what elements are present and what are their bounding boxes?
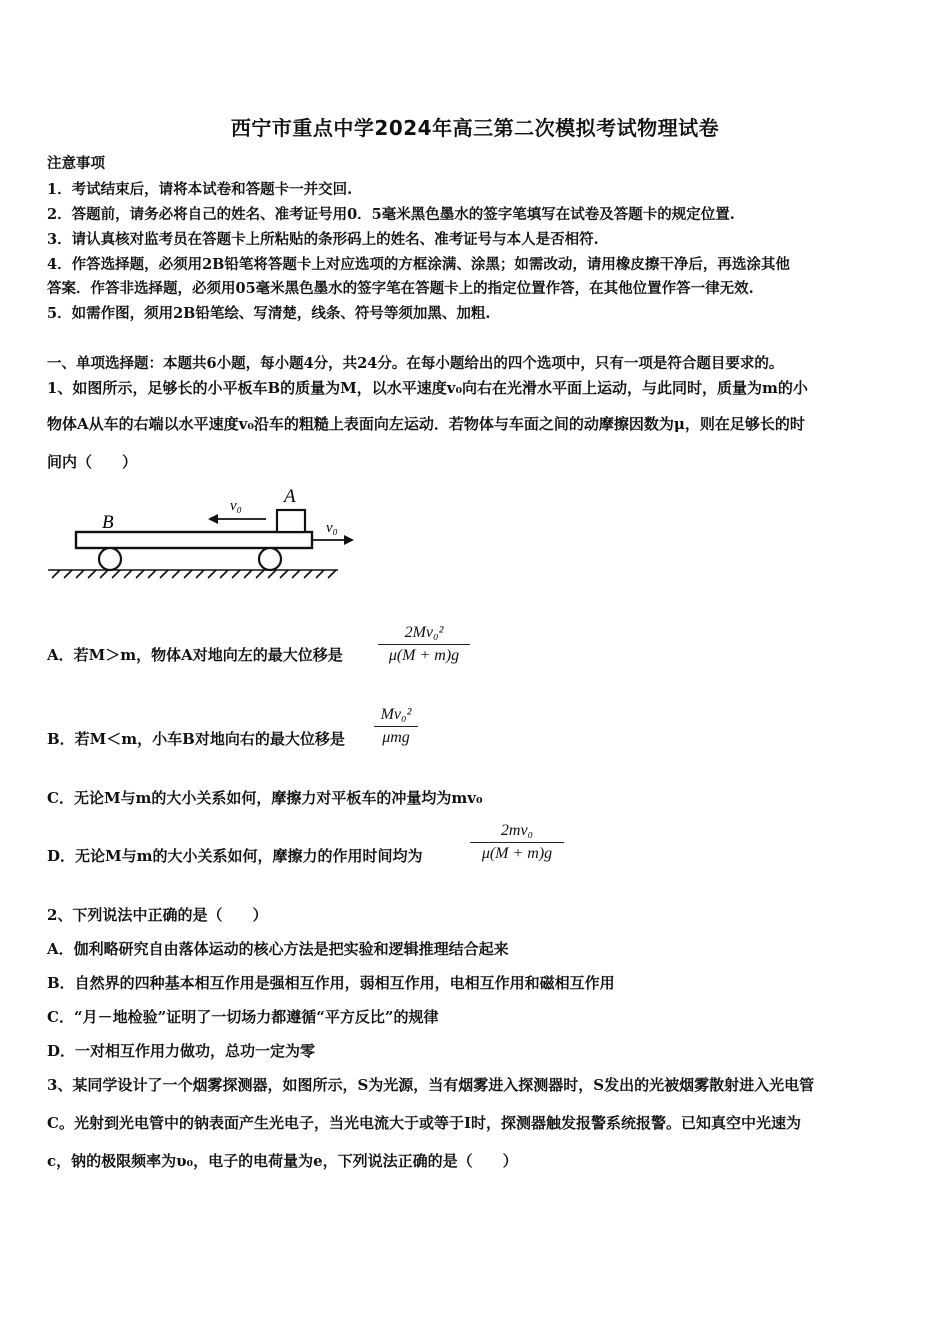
notice-item: 2．答题前，请务必将自己的姓名、准考证号用0．5毫米黑色墨水的签字笔填写在试卷及答题卡的规定位置. [47, 206, 735, 223]
cart-wheel [99, 548, 121, 570]
fraction-numerator: 2mv₀ [470, 822, 564, 843]
q1-stem-line: 1、如图所示，足够长的小平板车B的质量为M，以水平速度v₀向右在光滑水平面上运动，与此同时，质量为m的小 [47, 379, 808, 397]
fraction-b [374, 706, 418, 747]
q1-stem-line: 物体A从车的右端以水平速度v₀沿车的粗糙上表面向左运动．若物体与车面之间的动摩擦因数为μ，则在足够长的时 [47, 415, 805, 433]
q2-stem: 2、下列说法中正确的是（ ） [47, 906, 268, 924]
fraction-denominator: μmg [382, 729, 410, 746]
cart-board [76, 532, 312, 548]
fraction-numerator: Mv₀² [374, 706, 418, 727]
q3-stem-line: c，钠的极限频率为υ₀，电子的电荷量为e，下列说法正确的是（ ） [47, 1152, 518, 1170]
q1-option-c: C．无论M与m的大小关系如何，摩擦力对平板车的冲量均为mv₀ [47, 789, 483, 807]
left-arrow [208, 514, 266, 524]
fraction-denominator: μ(M + m)g [481, 845, 553, 862]
notice-item: 4．作答选择题，必须用2B铅笔将答题卡上对应选项的方框涂满、涂黑；如需改动，请用橡皮擦干净后，再选涂其他 [47, 256, 790, 273]
label-a: A [284, 486, 296, 507]
ground-hatching [48, 570, 338, 578]
q1-option-d: D．无论M与m的大小关系如何，摩擦力的作用时间均为 [47, 847, 423, 865]
velocity-label-right: v₀ [326, 520, 338, 536]
right-arrow [312, 535, 354, 545]
velocity-label-left: v₀ [230, 498, 242, 514]
fraction-numerator: 2Mv₀² [378, 624, 470, 645]
q1-stem-line: 间内（ ） [47, 453, 138, 471]
q1-option-a: A．若M＞m，物体A对地向左的最大位移是 [47, 646, 343, 664]
q3-stem-line: 3、某同学设计了一个烟雾探测器，如图所示，S为光源，当有烟雾进入探测器时，S发出的光被烟雾散射进入光电管 [47, 1076, 815, 1094]
fraction-d [470, 822, 564, 863]
notice-item: 1．考试结束后，请将本试卷和答题卡一并交回. [47, 181, 353, 198]
page-title: 西宁市重点中学2024年高三第二次模拟考试物理试卷 [230, 116, 720, 140]
section-heading: 一、单项选择题：本题共6小题，每小题4分，共24分。在每小题给出的四个选项中，只有一项是符合题目要求的。 [47, 355, 784, 372]
q3-stem-line: C。光射到光电管中的钠表面产生光电子，当光电流大于或等于I时，探测器触发报警系统报警。已知真空中光速为 [47, 1114, 801, 1132]
cart-figure [44, 478, 354, 588]
q2-option-d: D．一对相互作用力做功，总功一定为零 [47, 1042, 316, 1060]
notice-item: 5．如需作图，须用2B铅笔绘、写清楚，线条、符号等须加黑、加粗. [47, 305, 491, 322]
q2-option-c: C．“月－地检验”证明了一切场力都遵循“平方反比”的规律 [47, 1008, 439, 1026]
notice-item: 答案．作答非选择题，必须用05毫米黑色墨水的签字笔在答题卡上的指定位置作答，在其他位置作答一律无效. [47, 280, 754, 297]
block-a [277, 510, 305, 532]
cart-wheel [259, 548, 281, 570]
q2-option-b: B．自然界的四种基本相互作用是强相互作用，弱相互作用，电相互作用和磁相互作用 [47, 974, 615, 992]
notice-heading: 注意事项 [47, 155, 105, 172]
q1-option-b: B．若M＜m，小车B对地向右的最大位移是 [47, 730, 345, 748]
label-b: B [102, 512, 114, 533]
notice-item: 3．请认真核对监考员在答题卡上所粘贴的条形码上的姓名、准考证号与本人是否相符. [47, 231, 599, 248]
fraction-denominator: μ(M + m)g [388, 647, 460, 664]
q2-option-a: A．伽利略研究自由落体运动的核心方法是把实验和逻辑推理结合起来 [47, 940, 509, 958]
fraction-a [378, 624, 470, 665]
